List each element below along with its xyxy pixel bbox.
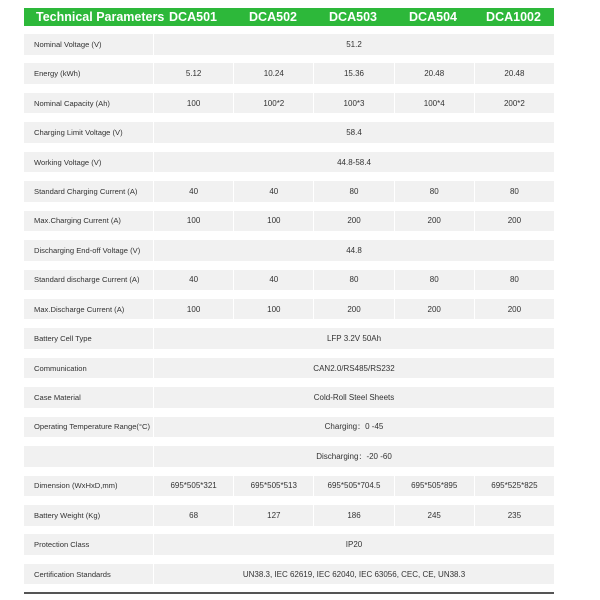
row-values (153, 122, 554, 143)
row-values (153, 34, 554, 55)
row-label: Certification Standards (34, 569, 111, 579)
value-cell: 40 (153, 181, 233, 202)
value-cell: 40 (233, 270, 313, 291)
table-row (24, 505, 554, 526)
value-cell: 200 (313, 299, 393, 320)
table-row (24, 93, 554, 114)
row-label: Discharging End-off Voltage (V) (34, 245, 141, 255)
table-row (24, 240, 554, 261)
value-cell: Discharging：-20 -60 (153, 446, 554, 467)
value-cell: 51.2 (153, 34, 554, 55)
model-dca1002: DCA1002 (486, 10, 541, 24)
row-values (153, 505, 554, 526)
row-values (153, 446, 554, 467)
value-cell: IP20 (153, 534, 554, 555)
model-dca501: DCA501 (169, 10, 217, 24)
row-label: Energy (kWh) (34, 69, 81, 79)
row-label: Nominal Capacity (Ah) (34, 98, 110, 108)
value-cell: 127 (233, 505, 313, 526)
value-cell: 80 (313, 181, 393, 202)
table-row (24, 122, 554, 143)
table-row (24, 270, 554, 291)
value-cell: 100 (153, 211, 233, 232)
table-row (24, 63, 554, 84)
row-values (153, 328, 554, 349)
value-cell: 200 (313, 211, 393, 232)
row-label: Operating Temperature Range(°C) (34, 422, 151, 432)
row-values (153, 63, 554, 84)
value-cell: 200 (394, 299, 474, 320)
value-cell: 80 (474, 270, 554, 291)
row-values (153, 211, 554, 232)
value-cell: 200 (474, 299, 554, 320)
row-values (153, 240, 554, 261)
value-cell: 695*525*825 (474, 476, 554, 497)
row-values (153, 152, 554, 173)
row-values (153, 358, 554, 379)
table-row (24, 34, 554, 55)
value-cell: 44.8-58.4 (153, 152, 554, 173)
table-row (24, 446, 554, 467)
value-cell: Charging：0 -45 (153, 417, 554, 438)
value-cell: LFP 3.2V 50Ah (153, 328, 554, 349)
row-values (153, 93, 554, 114)
value-cell: 40 (233, 181, 313, 202)
table-row (24, 358, 554, 379)
model-dca502: DCA502 (249, 10, 297, 24)
value-cell: 695*505*704.5 (313, 476, 393, 497)
value-cell: 695*505*321 (153, 476, 233, 497)
table-body (24, 34, 554, 584)
value-cell: 10.24 (233, 63, 313, 84)
table-row (24, 328, 554, 349)
row-values (153, 181, 554, 202)
value-cell: 80 (394, 270, 474, 291)
table-row (24, 211, 554, 232)
value-cell: 200 (474, 211, 554, 232)
row-label: Protection Class (34, 540, 90, 550)
value-cell: 80 (474, 181, 554, 202)
value-cell: 80 (394, 181, 474, 202)
row-label: Working Voltage (V) (34, 157, 102, 167)
value-cell: 100*4 (394, 93, 474, 114)
table-row (24, 299, 554, 320)
value-cell: 200 (394, 211, 474, 232)
value-cell: 15.36 (313, 63, 393, 84)
value-cell: Cold-Roll Steel Sheets (153, 387, 554, 408)
row-label: Standard discharge Current (A) (34, 275, 140, 285)
row-values (153, 476, 554, 497)
model-dca504: DCA504 (409, 10, 457, 24)
row-values (153, 387, 554, 408)
value-cell: 100*2 (233, 93, 313, 114)
row-label: Battery Weight (Kg) (34, 510, 101, 520)
value-cell: 80 (313, 270, 393, 291)
value-cell: 695*505*895 (394, 476, 474, 497)
value-cell: 40 (153, 270, 233, 291)
table-row (24, 476, 554, 497)
row-values (153, 270, 554, 291)
row-label: Max.Charging Current (A) (34, 216, 121, 226)
value-cell: 100 (153, 93, 233, 114)
table-row (24, 152, 554, 173)
table-row (24, 417, 554, 438)
value-cell: 20.48 (474, 63, 554, 84)
bottom-rule (24, 592, 554, 594)
table-row (24, 534, 554, 555)
row-values (153, 299, 554, 320)
table-row (24, 564, 554, 585)
value-cell: 100 (153, 299, 233, 320)
value-cell: 100 (233, 299, 313, 320)
row-label: Nominal Voltage (V) (34, 39, 102, 49)
technical-parameters-table (24, 8, 554, 593)
row-label: Communication (34, 363, 87, 373)
header-title: Technical Parameters (36, 10, 165, 24)
value-cell: 44.8 (153, 240, 554, 261)
table-row (24, 387, 554, 408)
value-cell: 186 (313, 505, 393, 526)
row-values (153, 564, 554, 585)
value-cell: 200*2 (474, 93, 554, 114)
value-cell: CAN2.0/RS485/RS232 (153, 358, 554, 379)
row-values (153, 417, 554, 438)
row-label: Charging Limit Voltage (V) (34, 128, 123, 138)
row-label: Battery Cell Type (34, 334, 92, 344)
table-header (24, 8, 554, 26)
value-cell: UN38.3, IEC 62619, IEC 62040, IEC 63056, CEC, CE, UN38.3 (153, 564, 554, 585)
value-cell: 100 (233, 211, 313, 232)
row-values (153, 534, 554, 555)
row-label: Dimension (WxHxD,mm) (34, 481, 118, 491)
value-cell: 68 (153, 505, 233, 526)
value-cell: 100*3 (313, 93, 393, 114)
row-label: Standard Charging Current (A) (34, 186, 138, 196)
value-cell: 695*505*513 (233, 476, 313, 497)
row-label (24, 446, 153, 467)
row-label: Case Material (34, 393, 81, 402)
value-cell: 235 (474, 505, 554, 526)
table-row (24, 181, 554, 202)
model-dca503: DCA503 (329, 10, 377, 24)
value-cell: 5.12 (153, 63, 233, 84)
row-label: Max.Discharge Current (A) (34, 304, 125, 314)
value-cell: 245 (394, 505, 474, 526)
value-cell: 20.48 (394, 63, 474, 84)
value-cell: 58.4 (153, 122, 554, 143)
